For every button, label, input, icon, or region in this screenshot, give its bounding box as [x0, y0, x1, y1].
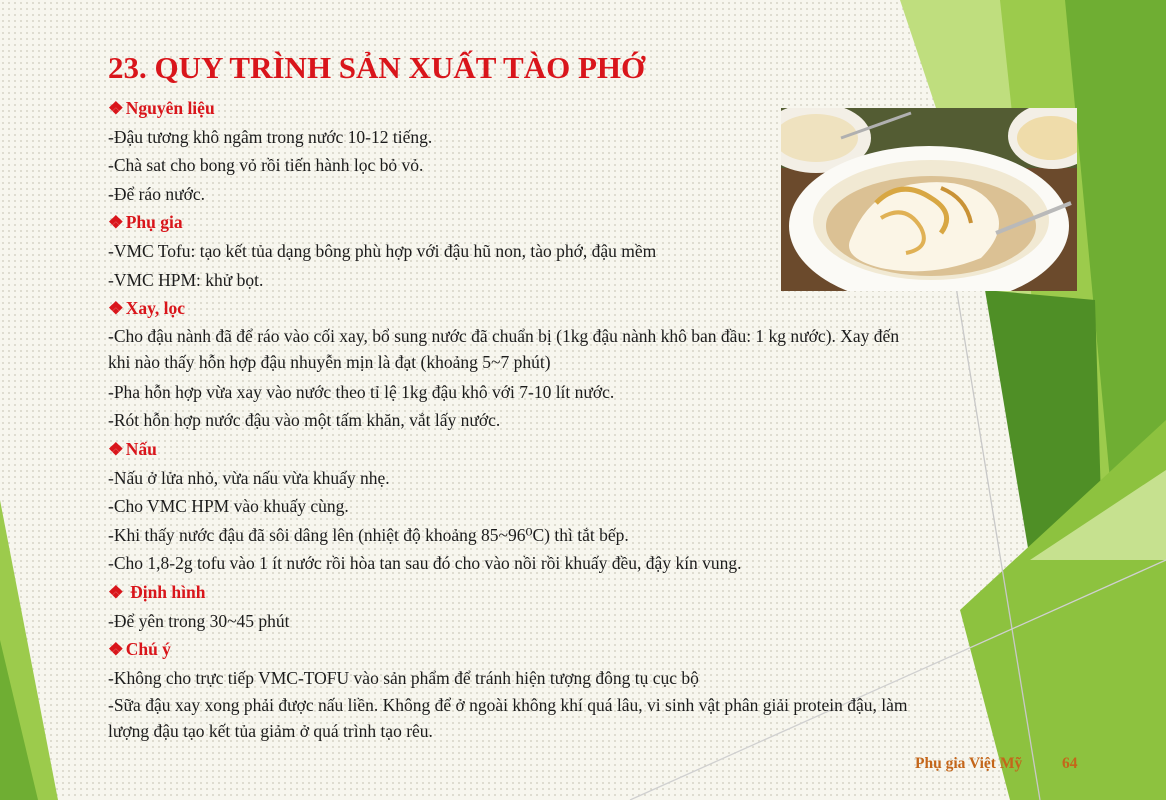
section-heading-label: Xay, lọc	[125, 298, 186, 319]
body-line: -VMC Tofu: tạo kết tủa dạng bông phù hợp với đậu hũ non, tào phớ, đậu mềm	[108, 240, 657, 261]
body-line: -Khi thấy nước đậu đã sôi dâng lên (nhiệt độ khoảng 85~96⁰C) thì tắt bếp.	[108, 524, 629, 545]
body-line: -Sữa đậu xay xong phải được nấu liền. Không để ở ngoài không khí quá lâu, vi sinh vật phân giải protein đậu, làm lượng đậu tạo kết tủa giảm ở quá trình tạo rêu.	[108, 695, 908, 742]
diamond-bullet-icon: ❖	[108, 212, 124, 233]
section-heading	[108, 635, 908, 664]
body-line: -Nấu ở lửa nhỏ, vừa nấu vừa khuấy nhẹ.	[108, 467, 390, 488]
body-line: -Để ráo nước.	[108, 183, 205, 204]
body-line: -Chà sat cho bong vỏ rồi tiến hành lọc bỏ vỏ.	[108, 155, 424, 176]
diamond-bullet-icon: ❖	[108, 581, 124, 602]
body-line: -VMC HPM: khử bọt.	[108, 269, 264, 290]
diamond-bullet-icon: ❖	[108, 438, 124, 459]
footer-company: Phụ gia Việt Mỹ	[915, 755, 1023, 772]
body-line: -Đậu tương khô ngâm trong nước 10-12 tiếng.	[108, 126, 433, 147]
diamond-bullet-icon: ❖	[108, 98, 124, 118]
body-line: -Cho 1,8-2g tofu vào 1 ít nước rồi hòa tan sau đó cho vào nồi rồi khuấy đều, đậy kín vung.	[108, 553, 742, 574]
section-heading-label: Phụ gia	[125, 212, 183, 233]
section-heading	[108, 435, 908, 464]
tofu-pudding-illustration	[781, 108, 1077, 291]
diamond-bullet-icon: ❖	[108, 639, 124, 660]
section-heading-label: Định hình	[125, 581, 206, 602]
diamond-bullet-icon: ❖	[108, 298, 124, 319]
slide-title: 23. QUY TRÌNH SẢN XUẤT TÀO PHỚ	[108, 50, 646, 85]
section-heading-label: Chú ý	[125, 639, 171, 660]
page-number: 64	[1062, 755, 1078, 772]
section-heading-label: Nấu	[125, 438, 157, 459]
tofu-pudding-photo	[781, 108, 1077, 291]
body-line: -Để yên trong 30~45 phút	[108, 610, 290, 631]
section-nau	[108, 435, 908, 578]
section-chu-y	[108, 635, 908, 747]
section-dinh-hinh	[108, 578, 908, 635]
body-line: -Cho VMC HPM vào khuấy cùng.	[108, 496, 349, 517]
section-heading-label: Nguyên liệu	[125, 98, 215, 118]
body-line: -Cho đậu nành đã để ráo vào cối xay, bổ sung nước đã chuẩn bị (1kg đậu nành khô ban đầu: 1 kg nước). Xay đến khi nào thấy hỗn hợp đậu nhuyễn mịn là đạt (khoảng 5~7 phút)	[108, 325, 900, 372]
section-heading	[108, 294, 908, 323]
section-xay-loc	[108, 294, 908, 435]
body-line: -Rót hỗn hợp nước đậu vào một tấm khăn, vắt lấy nước.	[108, 410, 501, 431]
section-heading	[108, 578, 908, 607]
body-line: -Không cho trực tiếp VMC-TOFU vào sản phẩm để tránh hiện tượng đông tụ cục bộ	[108, 667, 699, 688]
body-line: -Pha hỗn hợp vừa xay vào nước theo tỉ lệ 1kg đậu khô với 7-10 lít nước.	[108, 381, 615, 402]
